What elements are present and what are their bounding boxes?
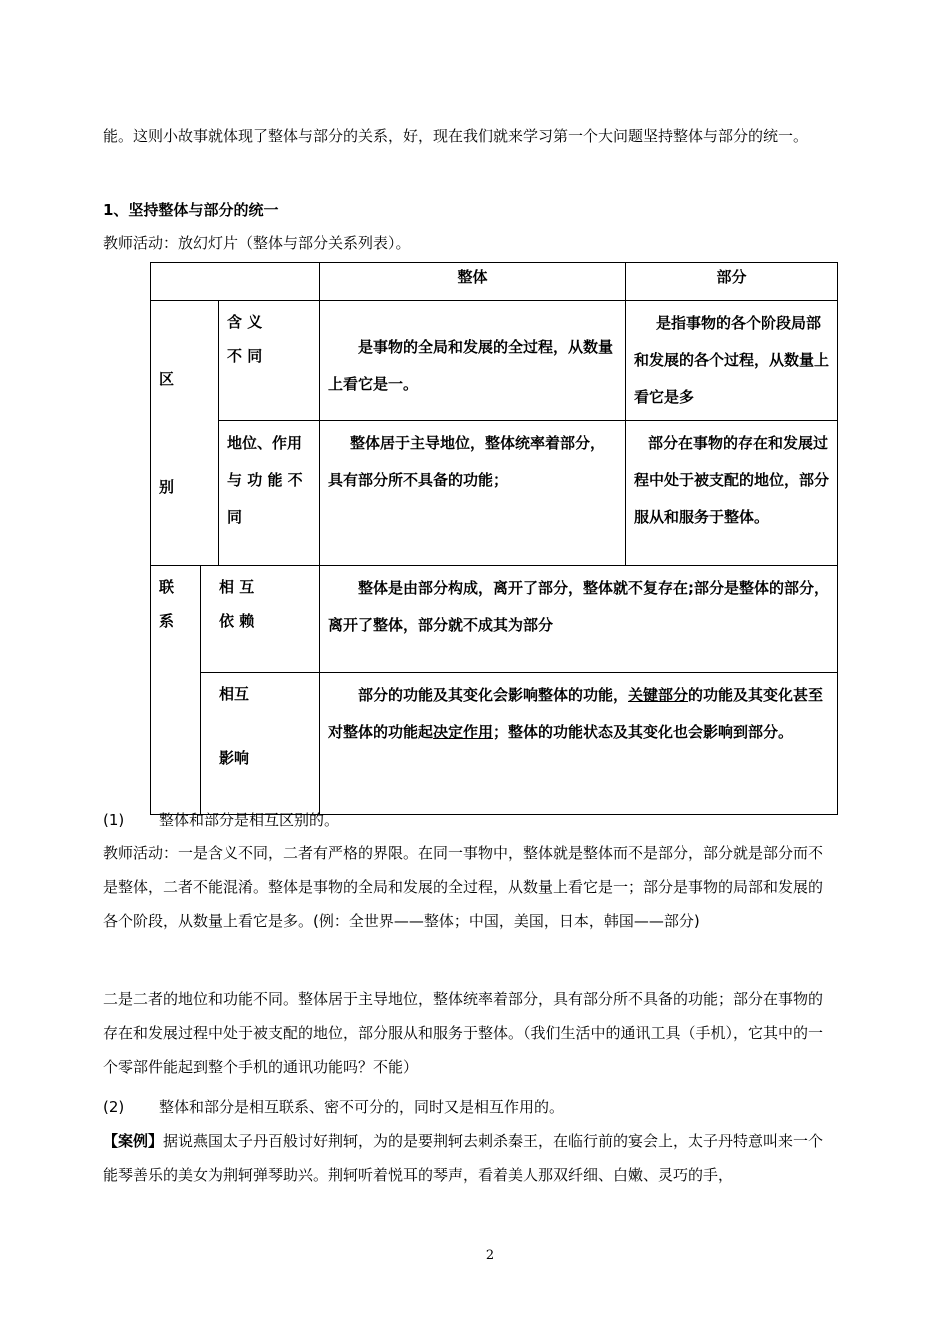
- group-label-link: 联 系: [159, 578, 175, 630]
- teacher-activity-intro: 教师活动：放幻灯片（整体与部分关系列表）。: [103, 234, 411, 252]
- cell-status-part: 部分在事物的存在和发展过程中处于被支配的地位，部分服从和服务于整体。: [634, 434, 830, 526]
- influence-decisive: 决定作用: [433, 723, 494, 741]
- header-whole: 整体: [320, 263, 626, 301]
- influence-text-a: 部分的功能及其变化会影响整体的功能，: [358, 686, 629, 704]
- intro-paragraph: 能。这则小故事就体现了整体与部分的关系，好，现在我们就来学习第一个大问题坚持整体与部分的统一。: [103, 127, 809, 145]
- page-number: 2: [485, 1248, 495, 1263]
- row-label-influence-2: 影响: [219, 749, 250, 767]
- header-part: 部分: [626, 263, 838, 301]
- section-heading: 1、坚持整体与部分的统一: [103, 201, 279, 219]
- row-label-influence-1: 相互: [219, 685, 250, 703]
- table-corner-cell: [151, 263, 320, 301]
- influence-text-c: ；整体的功能状态及其变化也会影响到部分。: [493, 723, 794, 741]
- point-1-number: (1): [103, 811, 125, 829]
- row-label-meaning: 含 义 不 同: [227, 313, 263, 365]
- case-tag: 【案例】: [103, 1132, 164, 1150]
- cell-meaning-part: 是指事物的各个阶段局部和发展的各个过程，从数量上看它是多: [634, 314, 830, 406]
- influence-key-part: 关键部分: [628, 686, 689, 704]
- cell-depend: 整体是由部分构成，离开了部分，整体就不复存在;部分是整体的部分，离开了整体，部分就不成其为部分: [328, 579, 830, 634]
- row-label-status: 地位、作用与 功 能 不同: [227, 434, 303, 526]
- teacher-activity-1: 教师活动：一是含义不同，二者有严格的界限。在同一事物中，整体就是整体而不是部分，部分就是部分而不是整体，二者不能混淆。整体是事物的全局和发展的全过程，从数量上看它是一；部分是事物的局部和发展的各个阶段，从数量上看它是多。(例：全世界——整体；中国，美国，日本，韩国——部分): [103, 844, 824, 930]
- point-1-text: 整体和部分是相互区别的。: [159, 811, 340, 829]
- point-2-number: (2): [103, 1098, 125, 1116]
- influence-text-b: 的功能及其变化甚至对整体的功能起: [328, 686, 824, 741]
- point-2-text: 整体和部分是相互联系、密不可分的，同时又是相互作用的。: [159, 1098, 565, 1116]
- teacher-activity-2: 二是二者的地位和功能不同。整体居于主导地位，整体统率着部分，具有部分所不具备的功能；部分在事物的存在和发展过程中处于被支配的地位，部分服从和服务于整体。（我们生活中的通讯工具（手机），它其中的一个零部件能起到整个手机的通讯功能吗？不能）: [103, 990, 824, 1076]
- whole-part-table: [150, 262, 838, 815]
- case-text: 据说燕国太子丹百般讨好荆轲，为的是要荆轲去刺杀秦王，在临行前的宴会上，太子丹特意叫来一个能琴善乐的美女为荆轲弹琴助兴。荆轲听着悦耳的琴声，看着美人那双纤细、白嫩、灵巧的手，: [103, 1132, 824, 1184]
- point-2: [103, 1096, 564, 1118]
- cell-influence: [320, 673, 837, 755]
- group-label-difference: 区 别: [159, 370, 175, 496]
- point-1: [103, 809, 339, 831]
- cell-status-whole: 整体居于主导地位，整体统率着部分，具有部分所不具备的功能；: [328, 434, 606, 489]
- cell-meaning-whole: 是事物的全局和发展的全过程，从数量上看它是一。: [328, 338, 614, 393]
- row-label-depend: 相 互 依 赖: [219, 578, 255, 630]
- case-paragraph: [103, 1124, 830, 1192]
